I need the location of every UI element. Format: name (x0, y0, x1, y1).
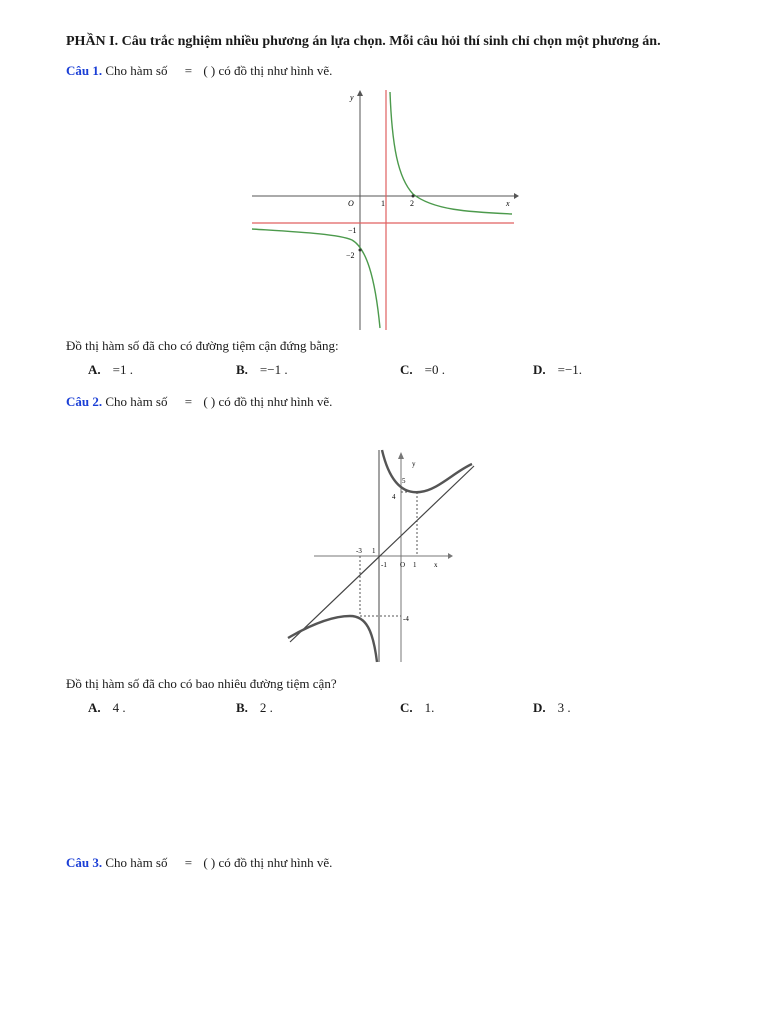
option-text: 4 . (112, 700, 126, 715)
question-1-stem: Đồ thị hàm số đã cho có đường tiệm cận đứng bằng: (66, 338, 339, 353)
option-letter: D. (533, 362, 546, 377)
question-1-option-b[interactable] (236, 362, 288, 378)
question-2-option-d[interactable] (533, 700, 571, 716)
graph2-origin-label: O (400, 561, 406, 569)
question-3-pre: Cho hàm số (105, 855, 168, 870)
graph2-x-label: x (434, 561, 438, 569)
graph1-x-intercept-point (412, 195, 415, 198)
graph1-y-label: y (350, 93, 354, 102)
graph2-y-label: y (412, 460, 416, 468)
graph2-y-arrow-icon (398, 452, 404, 459)
question-2-stem: Đồ thị hàm số đã cho có bao nhiêu đường tiệm cận? (66, 676, 337, 691)
graph2-label-1-left: 1 (372, 547, 376, 555)
question-1-post: có đồ thị như hình vẽ. (218, 63, 333, 78)
question-1-graph (248, 86, 520, 332)
graph2-label-1-right: 1 (413, 561, 417, 569)
option-text: =0 . (424, 362, 445, 377)
question-2-option-a[interactable] (88, 700, 126, 716)
question-1-option-c[interactable] (400, 362, 445, 378)
question-1-option-d[interactable] (533, 362, 582, 378)
section-heading: PHẦN I. Câu trắc nghiệm nhiều phương án lựa chọn. Mỗi câu hỏi thí sinh chỉ chọn một phương án. (66, 34, 661, 49)
question-1-eq: = (184, 63, 193, 78)
question-2-post: có đồ thị như hình vẽ. (218, 394, 333, 409)
graph2-label-m1: -1 (381, 561, 387, 569)
question-2-option-b[interactable] (236, 700, 273, 716)
option-letter: B. (236, 362, 248, 377)
question-1-pre: Cho hàm số (105, 63, 168, 78)
question-1-paren: ( ) (203, 63, 216, 78)
question-2-eq: = (184, 394, 193, 409)
graph2-x-arrow-icon (448, 553, 453, 559)
graph1-y-tick-m2: −2 (346, 251, 355, 260)
graph2-label-5: 5 (402, 477, 406, 485)
option-text: =−1 . (259, 362, 288, 377)
question-2-graph (282, 446, 492, 668)
x-axis-arrow-icon (514, 193, 519, 199)
option-letter: C. (400, 700, 413, 715)
curve-left-branch (252, 229, 380, 328)
question-3-paren: ( ) (203, 855, 216, 870)
option-letter: C. (400, 362, 413, 377)
option-text: 1. (424, 700, 435, 715)
option-letter: A. (88, 700, 101, 715)
graph2-right-branch (382, 450, 472, 492)
y-axis-arrow-icon (357, 90, 363, 96)
option-letter: A. (88, 362, 101, 377)
option-letter: B. (236, 700, 248, 715)
question-3-eq: = (184, 855, 193, 870)
question-1-number: Câu 1. (66, 63, 103, 78)
graph1-x-tick-2: 2 (410, 199, 414, 208)
question-1-header (66, 63, 332, 79)
option-text: 2 . (259, 700, 273, 715)
question-2-number: Câu 2. (66, 394, 103, 409)
graph1-y-tick-m1: −1 (348, 226, 357, 235)
graph2-label-m3: -3 (356, 547, 362, 555)
graph2-left-branch (288, 616, 377, 662)
option-text: 3 . (557, 700, 571, 715)
question-2-paren: ( ) (203, 394, 216, 409)
question-3-post: có đồ thị như hình vẽ. (218, 855, 333, 870)
option-text: =−1. (557, 362, 583, 377)
graph1-x-label: x (506, 199, 510, 208)
question-2-header (66, 394, 332, 410)
graph1-origin-label: O (348, 199, 354, 208)
question-2-option-c[interactable] (400, 700, 434, 716)
graph2-label-4: 4 (392, 493, 396, 501)
option-text: =1 . (112, 362, 133, 377)
question-2-pre: Cho hàm số (105, 394, 168, 409)
graph2-label-m4: -4 (403, 615, 409, 623)
graph1-x-tick-1: 1 (381, 199, 385, 208)
graph1-y-intercept-point (359, 249, 362, 252)
option-letter: D. (533, 700, 546, 715)
question-3-number: Câu 3. (66, 855, 103, 870)
question-1-option-a[interactable] (88, 362, 133, 378)
question-3-header (66, 855, 332, 871)
